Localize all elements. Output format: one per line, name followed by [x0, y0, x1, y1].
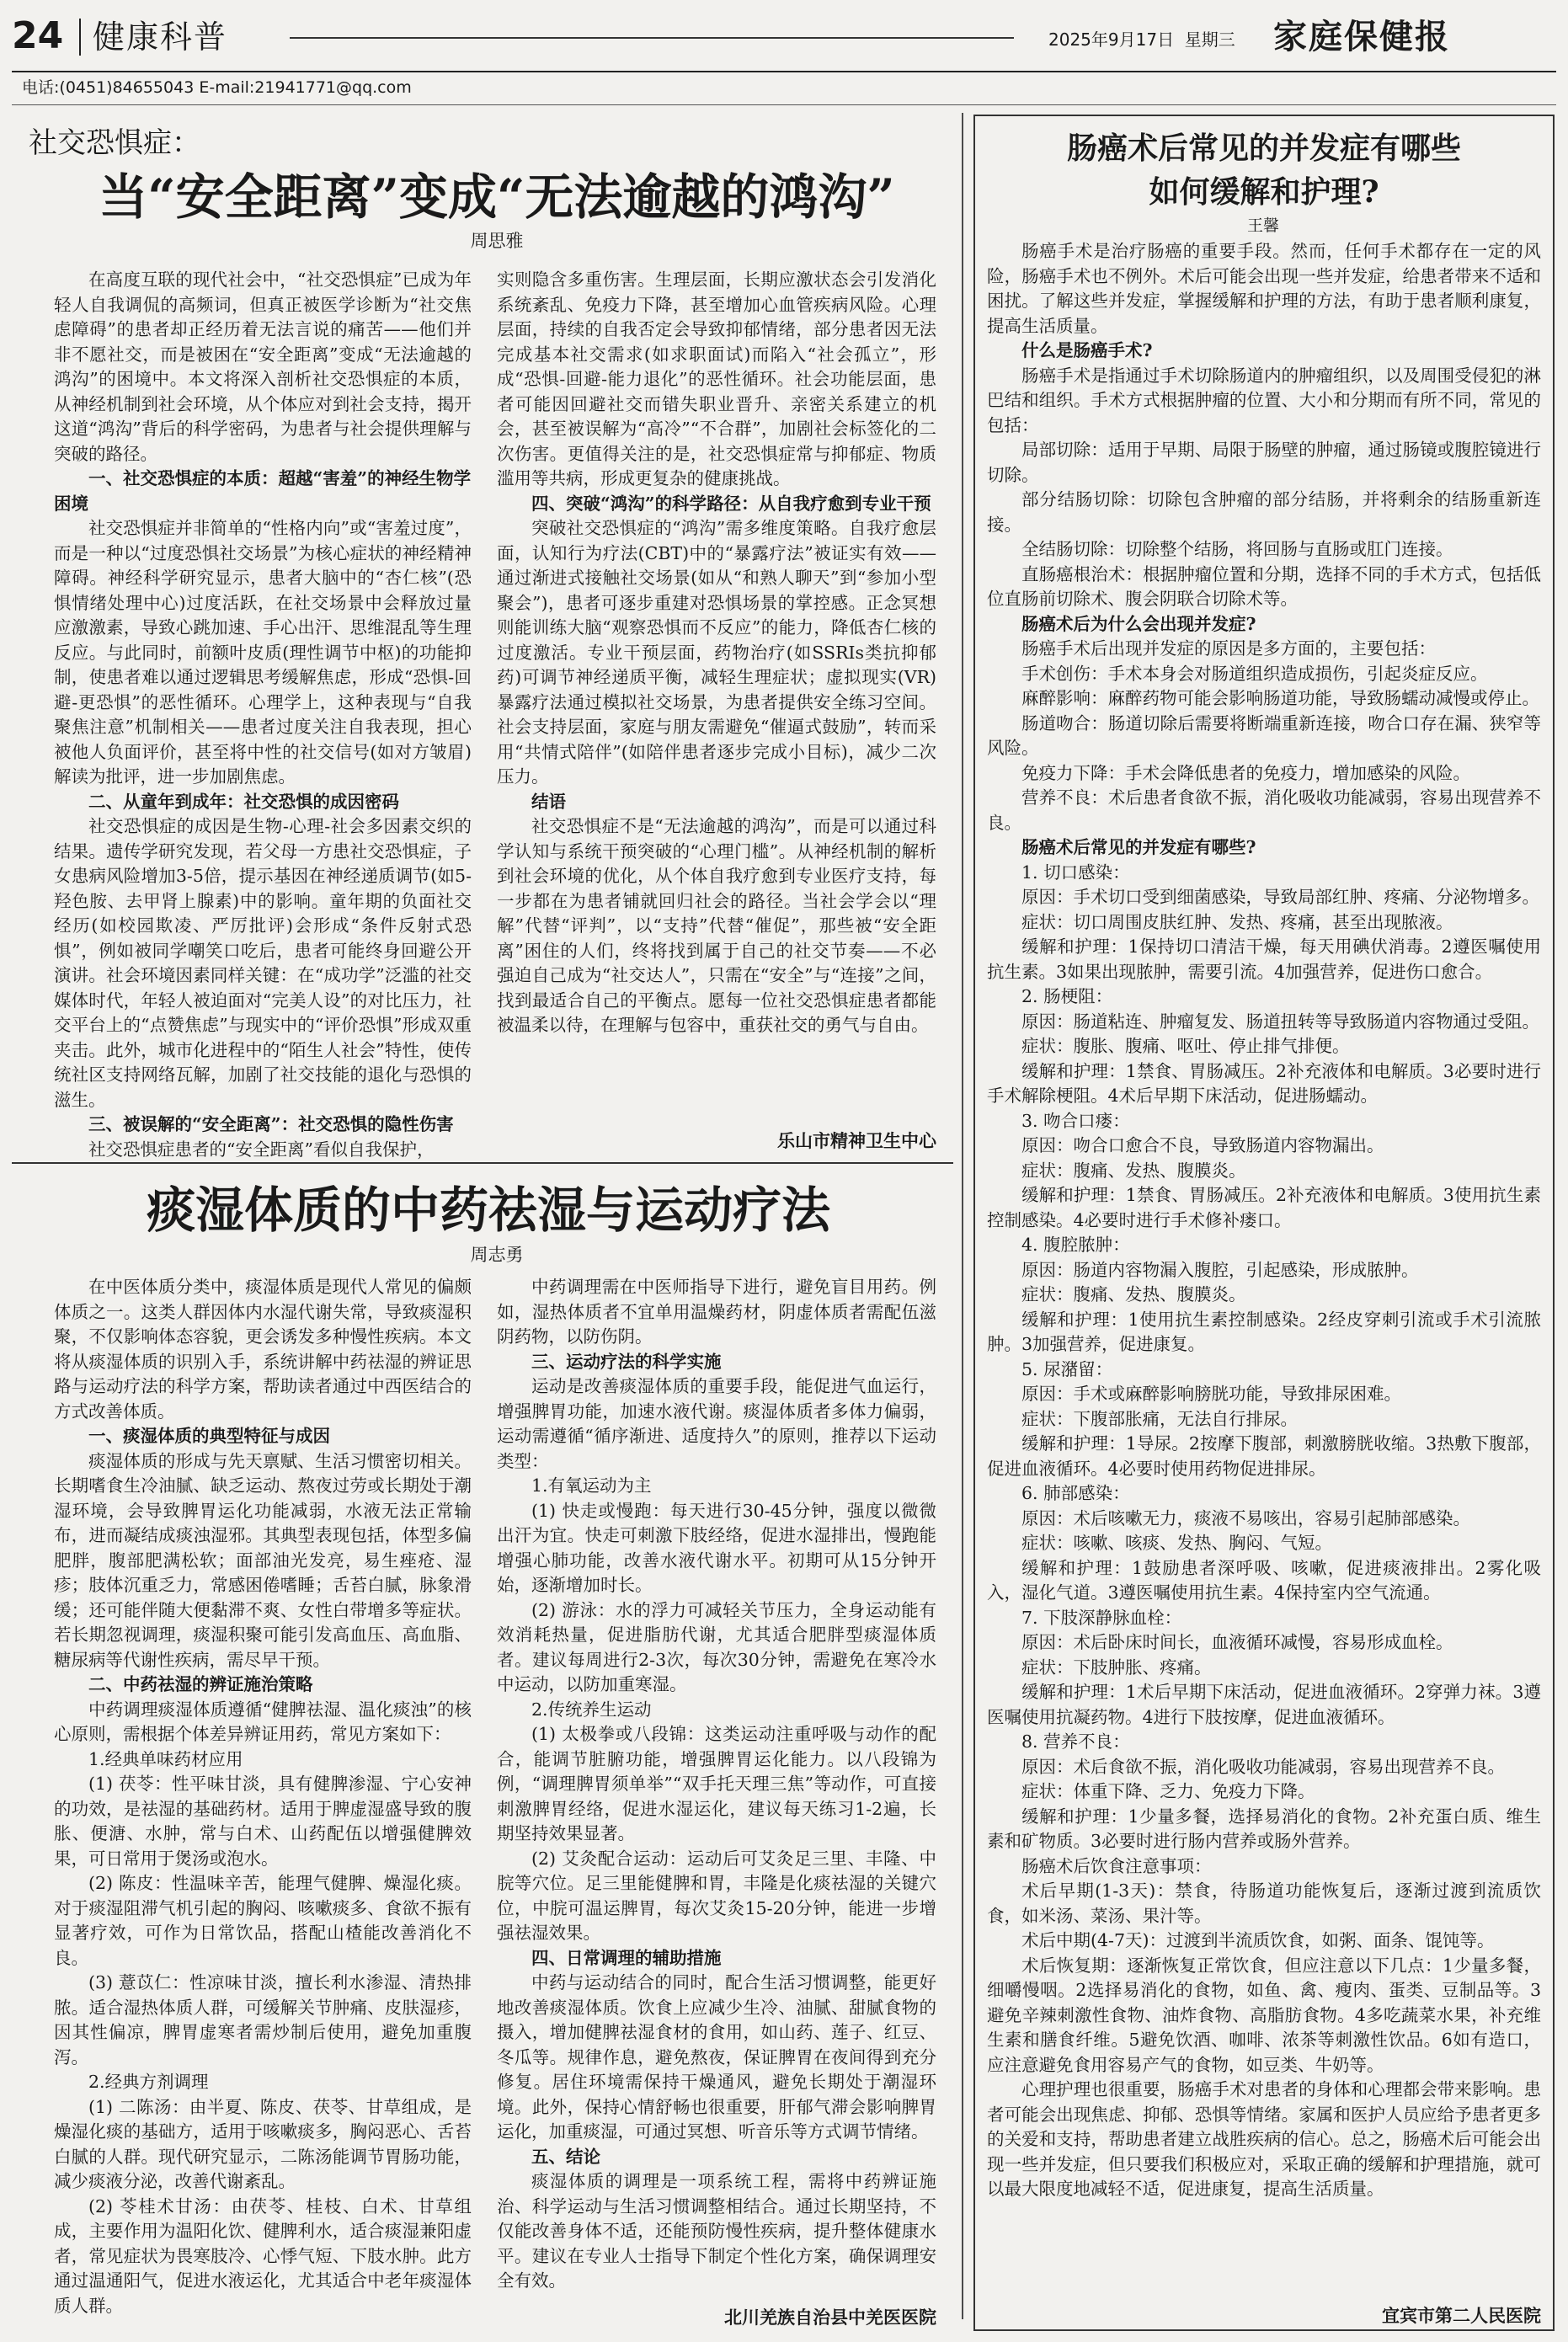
- paragraph: 部分结肠切除：切除包含肿瘤的部分结肠，并将剩余的结肠重新连接。: [987, 489, 1541, 535]
- section-heading: 二、中药祛湿的辨证施治策略: [88, 1674, 313, 1694]
- article3-column-2: [497, 1275, 936, 2304]
- paragraph: 原因：肠道粘连、肿瘤复发、肠道扭转等导致肠道内容物通过受阻。: [1021, 1011, 1539, 1032]
- page-number: 24: [12, 14, 64, 57]
- section-heading: 五、结论: [531, 2146, 600, 2167]
- paragraph: 运动是改善痰湿体质的重要手段，能促进气血运行，增强脾胃功能，加速水液代谢。痰湿体质者多体力偏弱，运动需遵循“循序渐进、适度持久”的原则，推荐以下运动类型：: [497, 1376, 936, 1471]
- article1-title: 当“安全距离”变成“无法逾越的鸿沟”: [99, 168, 895, 226]
- paragraph: 肠癌手术后出现并发症的原因是多方面的，主要包括：: [1021, 638, 1436, 659]
- paragraph: 症状：切口周围皮肤红肿、发热、疼痛，甚至出现脓液。: [1021, 911, 1453, 932]
- paragraph: 缓解和护理：1禁食、胃肠减压。2补充液体和电解质。3使用抗生素控制感染。4必要时进行手术修补瘘口。: [987, 1185, 1541, 1230]
- paragraph: (1) 二陈汤：由半夏、陈皮、茯苓、甘草组成，是燥湿化痰的基础方，适用于咳嗽痰多，胸闷恶心、舌苔白腻的人群。现代研究显示，二陈汤能调节胃肠功能，减少痰液分泌，改善代谢紊乱。: [54, 2096, 472, 2191]
- section-heading: 四、日常调理的辅助措施: [531, 1947, 722, 1968]
- subsection-heading: 3. 吻合口瘘：: [1021, 1110, 1130, 1131]
- article2-author: 王馨: [1246, 216, 1279, 235]
- issue-date: 2025年9月17日: [1048, 29, 1175, 50]
- subsection-heading: 2.传统养生运动: [531, 1699, 652, 1720]
- paragraph: 全结肠切除：切除整个结肠，将回肠与直肠或肛门连接。: [1021, 539, 1453, 559]
- article3-author: 周志勇: [470, 1245, 524, 1265]
- paragraph: 在中医体质分类中，痰湿体质是现代人常见的偏颇体质之一。这类人群因体内水湿代谢失常，导致痰湿积聚，不仅影响体态容貌，更会诱发多种慢性疾病。本文将从痰湿体质的识别入手，系统讲解中药祛湿的辨证思路与运动疗法的科学方案，帮助读者通过中西医结合的方式改善体质。: [54, 1277, 472, 1422]
- article1-column-1: [54, 268, 472, 1160]
- paragraph: (2) 艾灸配合运动：运动后可艾灸足三里、丰隆、中脘等穴位。足三里能健脾和胃，丰隆是化痰祛湿的关键穴位，中脘可温运脾胃，每次艾灸15-20分钟，能进一步增强祛湿效果。: [497, 1848, 936, 1943]
- paragraph: 原因：术后食欲不振，消化吸收功能减弱，容易出现营养不良。: [1021, 1756, 1505, 1777]
- paragraph: 缓解和护理：1导尿。2按摩下腹部，刺激膀胱收缩。3热敷下腹部，促进血液循环。4必要时使用药物促进排尿。: [987, 1433, 1541, 1479]
- paragraph: 缓解和护理：1使用抗生素控制感染。2经皮穿刺引流或手术引流脓肿。3加强营养，促进康复。: [987, 1309, 1541, 1354]
- header-divider: [79, 19, 81, 56]
- paragraph: 中药调理需在中医师指导下进行，避免盲目用药。例如，湿热体质者不宜单用温燥药材，阴虚体质者需配伍滋阴药物，以防伤阴。: [497, 1277, 936, 1347]
- paragraph: 肠癌术后饮食注意事项：: [1021, 1855, 1212, 1876]
- paragraph: 术后中期(4-7天)：过渡到半流质饮食，如粥、面条、馄饨等。: [1021, 1930, 1495, 1950]
- article3-column-1: [54, 1275, 472, 2329]
- paper-name: 家庭保健报: [1273, 18, 1450, 56]
- section-heading: 什么是肠癌手术?: [1021, 340, 1153, 360]
- issue-date-group: [1048, 29, 1235, 51]
- horizontal-article-rule: [12, 1162, 953, 1164]
- subsection-heading: 2.经典方剂调理: [88, 2072, 209, 2092]
- paragraph: 缓解和护理：1术后早期下床活动，促进血液循环。2穿弹力袜。3遵医嘱使用抗凝药物。4进行下肢按摩，促进血液循环。: [987, 1682, 1541, 1727]
- paragraph: 局部切除：适用于早期、局限于肠壁的肿瘤，通过肠镜或腹腔镜进行切除。: [987, 440, 1541, 485]
- paragraph: (1) 茯苓：性平味甘淡，具有健脾渗湿、宁心安神的功效，是祛湿的基础药材。适用于脾虚湿盛导致的腹胀、便溏、水肿，常与白术、山药配伍以增强健脾效果，可日常用于煲汤或泡水。: [54, 1774, 472, 1869]
- paragraph: 心理护理也很重要，肠癌手术对患者的身体和心理都会带来影响。患者可能会出现焦虑、抑郁、恐惧等情绪。家属和医护人员应给予患者更多的关爱和支持，帮助患者建立战胜疾病的信心。总之，肠癌术后可能会出现一些并发症，但只要我们积极应对，采取正确的缓解和护理措施，就可以最大限度地减轻不适，促进康复，提高生活质量。: [987, 2079, 1541, 2199]
- subsection-heading: 2. 肠梗阻：: [1021, 986, 1113, 1006]
- paragraph: (1) 快走或慢跑：每天进行30-45分钟，强度以微微出汗为宜。快走可刺激下肢经络，促进水湿排出，慢跑能增强心肺功能，改善水液代谢水平。初期可从15分钟开始，逐渐增加时长。: [497, 1500, 936, 1595]
- article3-source: 北川羌族自治县中羌医医院: [724, 2307, 936, 2328]
- paragraph: 在高度互联的现代社会中，“社交恐惧症”已成为年轻人自我调侃的高频词，但真正被医学诊断为“社交焦虑障碍”的患者却正经历着无法言说的痛苦——他们并非不愿社交，而是被困在“安全距离”变成“无法逾越的鸿沟”的困境中。本文将深入剖析社交恐惧症的本质，从神经机制到社会环境，从个体应对到社会支持，揭开这道“鸿沟”背后的科学密码，为患者与社会提供理解与突破的路径。: [54, 269, 472, 464]
- contact-rule: [12, 104, 1556, 105]
- section-heading: 三、运动疗法的科学实施: [531, 1351, 722, 1372]
- section-heading: 二、从童年到成年：社交恐惧的成因密码: [88, 791, 399, 812]
- vertical-column-rule: [962, 113, 963, 2319]
- paragraph: (1) 太极拳或八段锦：这类运动注重呼吸与动作的配合，能调节脏腑功能，增强脾胃运化能力。以八段锦为例，“调理脾胃须单举”“双手托天理三焦”等动作，可直接刺激脾胃经络，促进水湿运化，建议每天练习1-2遍，长期坚持效果显著。: [497, 1724, 936, 1843]
- section-heading: 肠癌术后为什么会出现并发症?: [1021, 613, 1256, 634]
- contact-info: 电话:(0451)84655043 E-mail:21941771@qq.com: [22, 78, 412, 97]
- paragraph: 手术创伤：手术本身会对肠道组织造成损伤，引起炎症反应。: [1021, 663, 1488, 684]
- paragraph: 痰湿体质的调理是一项系统工程，需将中药辨证施治、科学运动与生活习惯调整相结合。通过长期坚持，不仅能改善身体不适，还能预防慢性疾病，提升整体健康水平。建议在专业人士指导下制定个性化方案，确保调理安全有效。: [497, 2171, 936, 2291]
- paragraph: 缓解和护理：1鼓励患者深呼吸、咳嗽，促进痰液排出。2雾化吸入，湿化气道。3遵医嘱使用抗生素。4保持室内空气流通。: [987, 1557, 1541, 1603]
- paragraph: 实则隐含多重伤害。生理层面，长期应激状态会引发消化系统紊乱、免疫力下降，甚至增加心血管疾病风险。心理层面，持续的自我否定会导致抑郁情绪，部分患者因无法完成基本社交需求(如求职面试)而陷入“社会孤立”，形成“恐惧-回避-能力退化”的恶性循环。社会功能层面，患者可能因回避社交而错失职业晋升、亲密关系建立的机会，甚至被误解为“高冷”“不合群”，加剧社会标签化的二次伤害。更值得关注的是，社交恐惧症常与抑郁症、物质滥用等共病，形成更复杂的健康挑战。: [497, 269, 936, 488]
- section-heading: 三、被误解的“安全距离”：社交恐惧的隐性伤害: [88, 1114, 454, 1134]
- subsection-heading: 1.有氧运动为主: [531, 1475, 652, 1496]
- paragraph: 免疫力下降：手术会降低患者的免疫力，增加感染的风险。: [1021, 762, 1470, 783]
- paragraph: 突破社交恐惧症的“鸿沟”需多维度策略。自我疗愈层面，认知行为疗法(CBT)中的“暴露疗法”被证实有效——通过渐进式接触社交场景(如从“和熟人聊天”到“参加小型聚会”)，患者可逐步重建对恐惧场景的掌控感。正念冥想则能训练大脑“观察恐惧而不反应”的能力，降低杏仁核的过度激活。专业干预层面，药物治疗(如SSRIs类抗抑郁药)可调节神经递质平衡，减轻生理症状；虚拟现实(VR)暴露疗法通过模拟社交场景，为患者提供安全练习空间。社会支持层面，家庭与朋友需避免“催逼式鼓励”，转而采用“共情式陪伴”(如陪伴患者逐步完成小目标)，减少二次压力。: [497, 518, 936, 787]
- paragraph: 缓解和护理：1少量多餐，选择易消化的食物。2补充蛋白质、维生素和矿物质。3必要时进行肠内营养或肠外营养。: [987, 1806, 1541, 1851]
- paragraph: 原因：手术切口受到细菌感染，导致局部红肿、疼痛、分泌物增多。: [1021, 887, 1539, 907]
- paragraph: 社交恐惧症患者的“安全距离”看似自我保护，: [88, 1139, 435, 1160]
- paragraph: 症状：下腹部胀痛，无法自行排尿。: [1021, 1408, 1298, 1429]
- paragraph: 痰湿体质的形成与先天禀赋、生活习惯密切相关。长期嗜食生冷油腻、缺乏运动、熬夜过劳或长期处于潮湿环境，会导致脾胃运化功能减弱，水液无法正常输布，进而凝结成痰浊湿邪。其典型表现包括，体型多偏肥胖，腹部肥满松软；面部油光发亮，易生痤疮、湿疹；肢体沉重乏力，常感困倦嗜睡；舌苔白腻，脉象滑缓；还可能伴随大便黏滞不爽、女性白带增多等症状。若长期忽视调理，痰湿积聚可能引发高血压、高血脂、糖尿病等代谢性疾病，需尽早干预。: [54, 1450, 472, 1670]
- issue-weekday: 星期三: [1184, 29, 1235, 50]
- article2-title-line-1: 肠癌术后常见的并发症有哪些: [1066, 131, 1461, 166]
- subsection-heading: 5. 尿潴留：: [1021, 1358, 1113, 1379]
- subsection-heading: 7. 下肢深静脉血栓：: [1021, 1607, 1182, 1628]
- paragraph: 症状：腹痛、发热、腹膜炎。: [1021, 1160, 1246, 1181]
- article3-title: 痰湿体质的中药祛湿与运动疗法: [146, 1182, 830, 1239]
- section-heading: 一、痰湿体质的典型特征与成因: [88, 1426, 330, 1446]
- article2-source: 宜宾市第二人民医院: [1382, 2306, 1541, 2326]
- section-title: 健康科普: [93, 19, 228, 56]
- article2-body: [987, 239, 1541, 2304]
- section-heading: 四、突破“鸿沟”的科学路径：从自我疗愈到专业干预: [531, 493, 931, 514]
- subsection-heading: 1. 切口感染：: [1021, 862, 1130, 883]
- paragraph: 原因：吻合口愈合不良，导致肠道内容物漏出。: [1021, 1135, 1384, 1155]
- paragraph: 缓解和护理：1保持切口清洁干燥，每天用碘伏消毒。2遵医嘱使用抗生素。3如果出现脓肿，需要引流。4加强营养，促进伤口愈合。: [987, 936, 1541, 982]
- article1-source: 乐山市精神卫生中心: [777, 1131, 936, 1151]
- paragraph: (2) 苓桂术甘汤：由茯苓、桂枝、白术、甘草组成，主要作用为温阳化饮、健脾利水，适合痰湿兼阳虚者，常见症状为畏寒肢冷、心悸气短、下肢水肿。此方通过温通阳气，促进水液运化，尤其适合中老年痰湿体质人群。: [54, 2195, 472, 2316]
- article1-kicker: 社交恐惧症：: [29, 126, 200, 160]
- subsection-heading: 8. 营养不良：: [1021, 1731, 1130, 1752]
- section-heading: 肠癌术后常见的并发症有哪些?: [1021, 837, 1256, 857]
- paragraph: 术后恢复期：逐渐恢复正常饮食，但应注意以下几点：1少量多餐，细嚼慢咽。2选择易消化的食物，如鱼、禽、瘦肉、蛋类、豆制品等。3避免辛辣刺激性食物、油炸食物、高脂肪食物。4多吃蔬菜水果，补充维生素和膳食纤维。5避免饮酒、咖啡、浓茶等刺激性饮品。6如有造口，应注意避免食用容易产气的食物，如豆类、牛奶等。: [987, 1955, 1541, 2075]
- paragraph: 社交恐惧症并非简单的“性格内向”或“害羞过度”，而是一种以“过度恐惧社交场景”为核心症状的神经精神障碍。神经科学研究显示，患者大脑中的“杏仁核”(恐惧情绪处理中心)过度活跃，在社交场景中会释放过量应激激素，导致心跳加速、手心出汗、思维混乱等生理反应。与此同时，前额叶皮质(理性调节中枢)的功能抑制，使患者难以通过逻辑思考缓解焦虑，形成“恐惧-回避-更恐惧”的恶性循环。心理学上，这种表现与“自我聚焦注意”机制相关——患者过度关注自我表现，担心被他人负面评价，甚至将中性的社交信号(如对方皱眉)解读为批评，进一步加剧焦虑。: [54, 518, 472, 787]
- paragraph: 社交恐惧症的成因是生物-心理-社会多因素交织的结果。遗传学研究发现，若父母一方患社交恐惧症，子女患病风险增加3-5倍，提示基因在神经递质调节(如5-羟色胺、去甲肾上腺素)中的影响。童年期的负面社交经历(如校园欺凌、严厉批评)会形成“条件反射式恐惧”，例如被同学嘲笑口吃后，患者可能终身回避公开演讲。社会环境因素同样关键：在“成功学”泛滥的社交媒体时代，年轻人被迫面对“完美人设”的对比压力，社交平台上的“点赞焦虑”与现实中的“评价恐惧”形成双重夹击。此外，城市化进程中的“陌生人社会”特性，使传统社区支持网络瓦解，加剧了社交技能的退化与恐惧的滋生。: [54, 816, 472, 1110]
- article1-column-2: [497, 268, 936, 1127]
- paragraph: (2) 陈皮：性温味辛苦，能理气健脾、燥湿化痰。对于痰湿阻滞气机引起的胸闷、咳嗽痰多、食欲不振有显著疗效，可作为日常饮品，搭配山楂能改善消化不良。: [54, 1873, 472, 1968]
- paragraph: 肠道吻合：肠道切除后需要将断端重新连接，吻合口存在漏、狭窄等风险。: [987, 712, 1541, 758]
- paragraph: 症状：腹痛、发热、腹膜炎。: [1021, 1284, 1246, 1304]
- subsection-heading: 6. 肺部感染：: [1021, 1483, 1130, 1503]
- section-heading: 结语: [531, 791, 566, 812]
- header-rule-mid: [290, 37, 1014, 39]
- paragraph: 中药与运动结合的同时，配合生活习惯调整，能更好地改善痰湿体质。饮食上应减少生冷、油腻、甜腻食物的摄入，增加健脾祛湿食材的食用，如山药、莲子、红豆、冬瓜等。规律作息，避免熬夜，保证脾胃在夜间得到充分修复。居住环境需保持干燥通风，避免长期处于潮湿环境。此外，保持心情舒畅也很重要，肝郁气滞会影响脾胃运化，加重痰湿，可通过冥想、听音乐等方式调节情绪。: [497, 1972, 936, 2142]
- paragraph: 原因：手术或麻醉影响膀胱功能，导致排尿困难。: [1021, 1384, 1401, 1404]
- paragraph: 症状：下肢肿胀、疼痛。: [1021, 1656, 1212, 1678]
- article2-title-line-2: 如何缓解和护理?: [1149, 174, 1379, 210]
- article1-author: 周思雅: [470, 231, 524, 251]
- paragraph: 直肠癌根治术：根据肿瘤位置和分期，选择不同的手术方式，包括低位直肠前切除术、腹会阴联合切除术等。: [987, 563, 1541, 609]
- paragraph: 缓解和护理：1禁食、胃肠减压。2补充液体和电解质。3必要时进行手术解除梗阻。4术后早期下床活动，促进肠蠕动。: [987, 1060, 1541, 1106]
- paragraph: (2) 游泳：水的浮力可减轻关节压力，全身运动能有效消耗热量，促进脂肪代谢，尤其适合肥胖型痰湿体质者。建议每周进行2-3次，每次30分钟，需避免在寒冷水中运动，以防加重寒湿。: [497, 1599, 936, 1694]
- paragraph: 肠癌手术是指通过手术切除肠道内的肿瘤组织，以及周围受侵犯的淋巴结和组织。手术方式根据肿瘤的位置、大小和分期而有所不同，常见的包括：: [987, 365, 1541, 435]
- header-rule-bottom: [12, 71, 1556, 72]
- paragraph: 中药调理痰湿体质遵循“健脾祛湿、温化痰浊”的核心原则，需根据个体差异辨证用药，常见方案如下：: [54, 1699, 472, 1744]
- paragraph: 症状：腹胀、腹痛、呕吐、停止排气排便。: [1021, 1036, 1350, 1056]
- section-heading: 一、社交恐惧症的本质：超越“害羞”的神经生物学困境: [54, 468, 472, 514]
- paragraph: 肠癌手术是治疗肠癌的重要手段。然而，任何手术都存在一定的风险，肠癌手术也不例外。术后可能会出现一些并发症，给患者带来不适和困扰。了解这些并发症，掌握缓解和护理的方法，有助于患者顺利康复，提高生活质量。: [987, 241, 1541, 336]
- paragraph: 症状：咳嗽、咳痰、发热、胸闷、气短。: [1021, 1533, 1332, 1553]
- paragraph: 症状：体重下降、乏力、免疫力下降。: [1021, 1781, 1315, 1801]
- paragraph: 麻醉影响：麻醉药物可能会影响肠道功能，导致肠蠕动减慢或停止。: [1021, 688, 1539, 708]
- paragraph: 术后早期(1-3天)：禁食，待肠道功能恢复后，逐渐过渡到流质饮食，如米汤、菜汤、果汁等。: [987, 1881, 1541, 1926]
- subsection-heading: 1.经典单味药材应用: [88, 1748, 243, 1769]
- paragraph: (3) 薏苡仁：性凉味甘淡，擅长利水渗湿、清热排脓。适合湿热体质人群，可缓解关节肿痛、皮肤湿疹，因其性偏凉，脾胃虚寒者需炒制后使用，避免加重腹泻。: [54, 1972, 472, 2067]
- paragraph: 社交恐惧症不是“无法逾越的鸿沟”，而是可以通过科学认知与系统干预突破的“心理门槛”。从神经机制的解析到社会环境的优化，从个体自我疗愈到专业医疗支持，每一步都在为患者铺就回归社会的路径。当社会学会以“理解”代替“评判”，以“支持”代替“催促”，那些被“安全距离”困住的人们，终将找到属于自己的社交节奏——不必强迫自己成为“社交达人”，只需在“安全”与“连接”之间，找到最适合自己的平衡点。愿每一位社交恐惧症患者都能被温柔以待，在理解与包容中，重获社交的勇气与自由。: [497, 816, 936, 1035]
- paragraph: 原因：肠道内容物漏入腹腔，引起感染，形成脓肿。: [1021, 1259, 1419, 1280]
- paragraph: 原因：术后卧床时间长，血液循环减慢，容易形成血栓。: [1021, 1632, 1453, 1652]
- article2-title: [977, 126, 1551, 214]
- paragraph: 原因：术后咳嗽无力，痰液不易咳出，容易引起肺部感染。: [1021, 1507, 1470, 1528]
- paragraph: 营养不良：术后患者食欲不振，消化吸收功能减弱，容易出现营养不良。: [987, 787, 1541, 833]
- subsection-heading: 4. 腹腔脓肿：: [1021, 1235, 1130, 1255]
